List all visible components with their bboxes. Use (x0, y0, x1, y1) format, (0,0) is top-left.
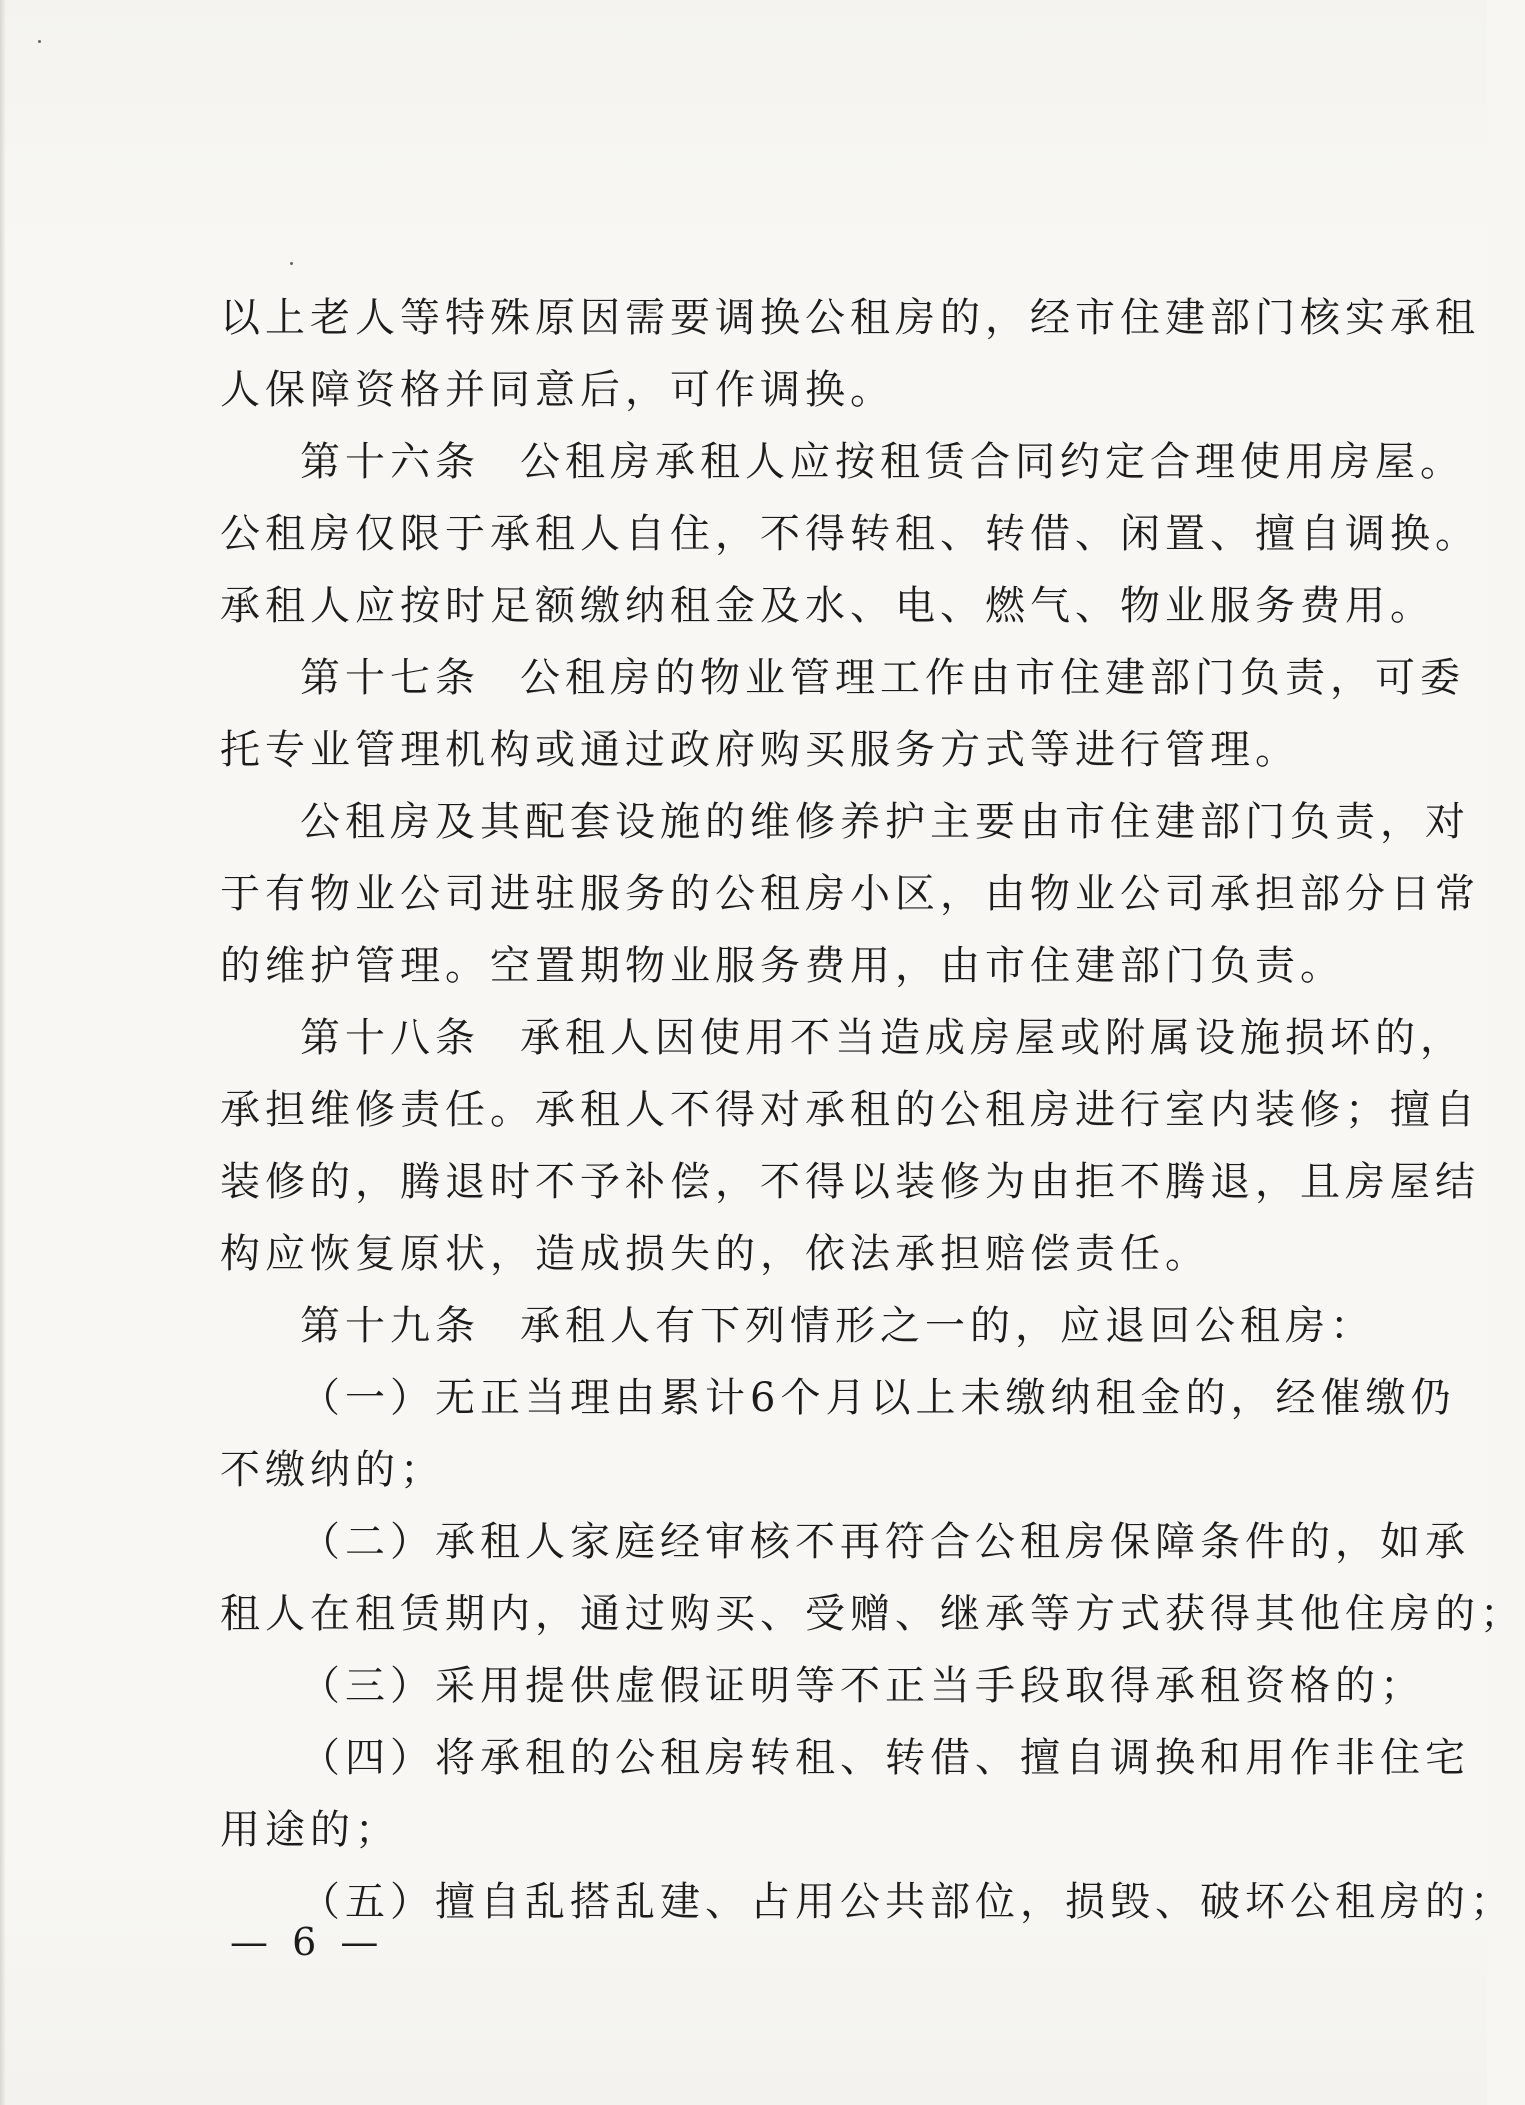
article-heading: 第十六条 (300, 439, 480, 485)
text-line: 公租房仅限于承租人自住，不得转租、转借、闲置、擅自调换。 (220, 511, 1480, 557)
text-line: 托专业管理机构或通过政府购买服务方式等进行管理。 (220, 727, 1300, 773)
scan-speck (290, 262, 293, 265)
text-line: 不缴纳的； (220, 1447, 445, 1493)
page-number: — 6 — (230, 1920, 385, 1964)
list-item-1: （一）无正当理由累计6个月以上未缴纳租金的，经催缴仍 (300, 1375, 1456, 1421)
article-heading: 第十七条 (300, 655, 480, 701)
list-item-3: （三）采用提供虚假证明等不正当手段取得承租资格的； (300, 1663, 1425, 1709)
article-paragraph-16 (220, 426, 1465, 498)
text-line: 用途的； (220, 1807, 400, 1853)
scan-edge (0, 0, 6, 2105)
article-heading: 第十八条 (300, 1015, 480, 1061)
article-paragraph-19 (220, 1290, 1375, 1362)
text-segment: 承租人有下列情形之一的，应退回公租房： (520, 1303, 1375, 1349)
text-segment: 承租人因使用不当造成房屋或附属设施损坏的， (520, 1015, 1465, 1061)
text-segment: 公租房的物业管理工作由市住建部门负责，可委 (520, 655, 1465, 701)
text-line: 构应恢复原状，造成损失的，依法承担赔偿责任。 (220, 1231, 1210, 1277)
article-paragraph-18 (220, 1002, 1465, 1074)
list-item-4: （四）将承租的公租房转租、转借、擅自调换和用作非住宅 (300, 1735, 1470, 1781)
text-line: 装修的，腾退时不予补偿，不得以装修为由拒不腾退，且房屋结 (220, 1159, 1480, 1205)
list-item-5: （五）擅自乱搭乱建、占用公共部位，损毁、破坏公租房的； (300, 1879, 1515, 1925)
text-segment: 公租房承租人应按租赁合同约定合理使用房屋。 (520, 439, 1465, 485)
text-line: 租人在租赁期内，通过购买、受赠、继承等方式获得其他住房的； (220, 1591, 1525, 1637)
text-line: 于有物业公司进驻服务的公租房小区，由物业公司承担部分日常 (220, 871, 1480, 917)
text-line: 承担维修责任。承租人不得对承租的公租房进行室内装修；擅自 (220, 1087, 1480, 1133)
text-line: 以上老人等特殊原因需要调换公租房的，经市住建部门核实承租 (220, 295, 1480, 341)
text-line: 人保障资格并同意后，可作调换。 (220, 367, 895, 413)
text-line: 公租房及其配套设施的维修养护主要由市住建部门负责，对 (300, 799, 1470, 845)
text-line: 承租人应按时足额缴纳租金及水、电、燃气、物业服务费用。 (220, 583, 1435, 629)
article-paragraph-17 (220, 642, 1465, 714)
list-item-2: （二）承租人家庭经审核不再符合公租房保障条件的，如承 (300, 1519, 1470, 1565)
scan-speck (38, 40, 41, 43)
text-line: 的维护管理。空置期物业服务费用，由市住建部门负责。 (220, 943, 1345, 989)
document-body (220, 282, 1525, 1938)
article-heading: 第十九条 (300, 1303, 480, 1349)
